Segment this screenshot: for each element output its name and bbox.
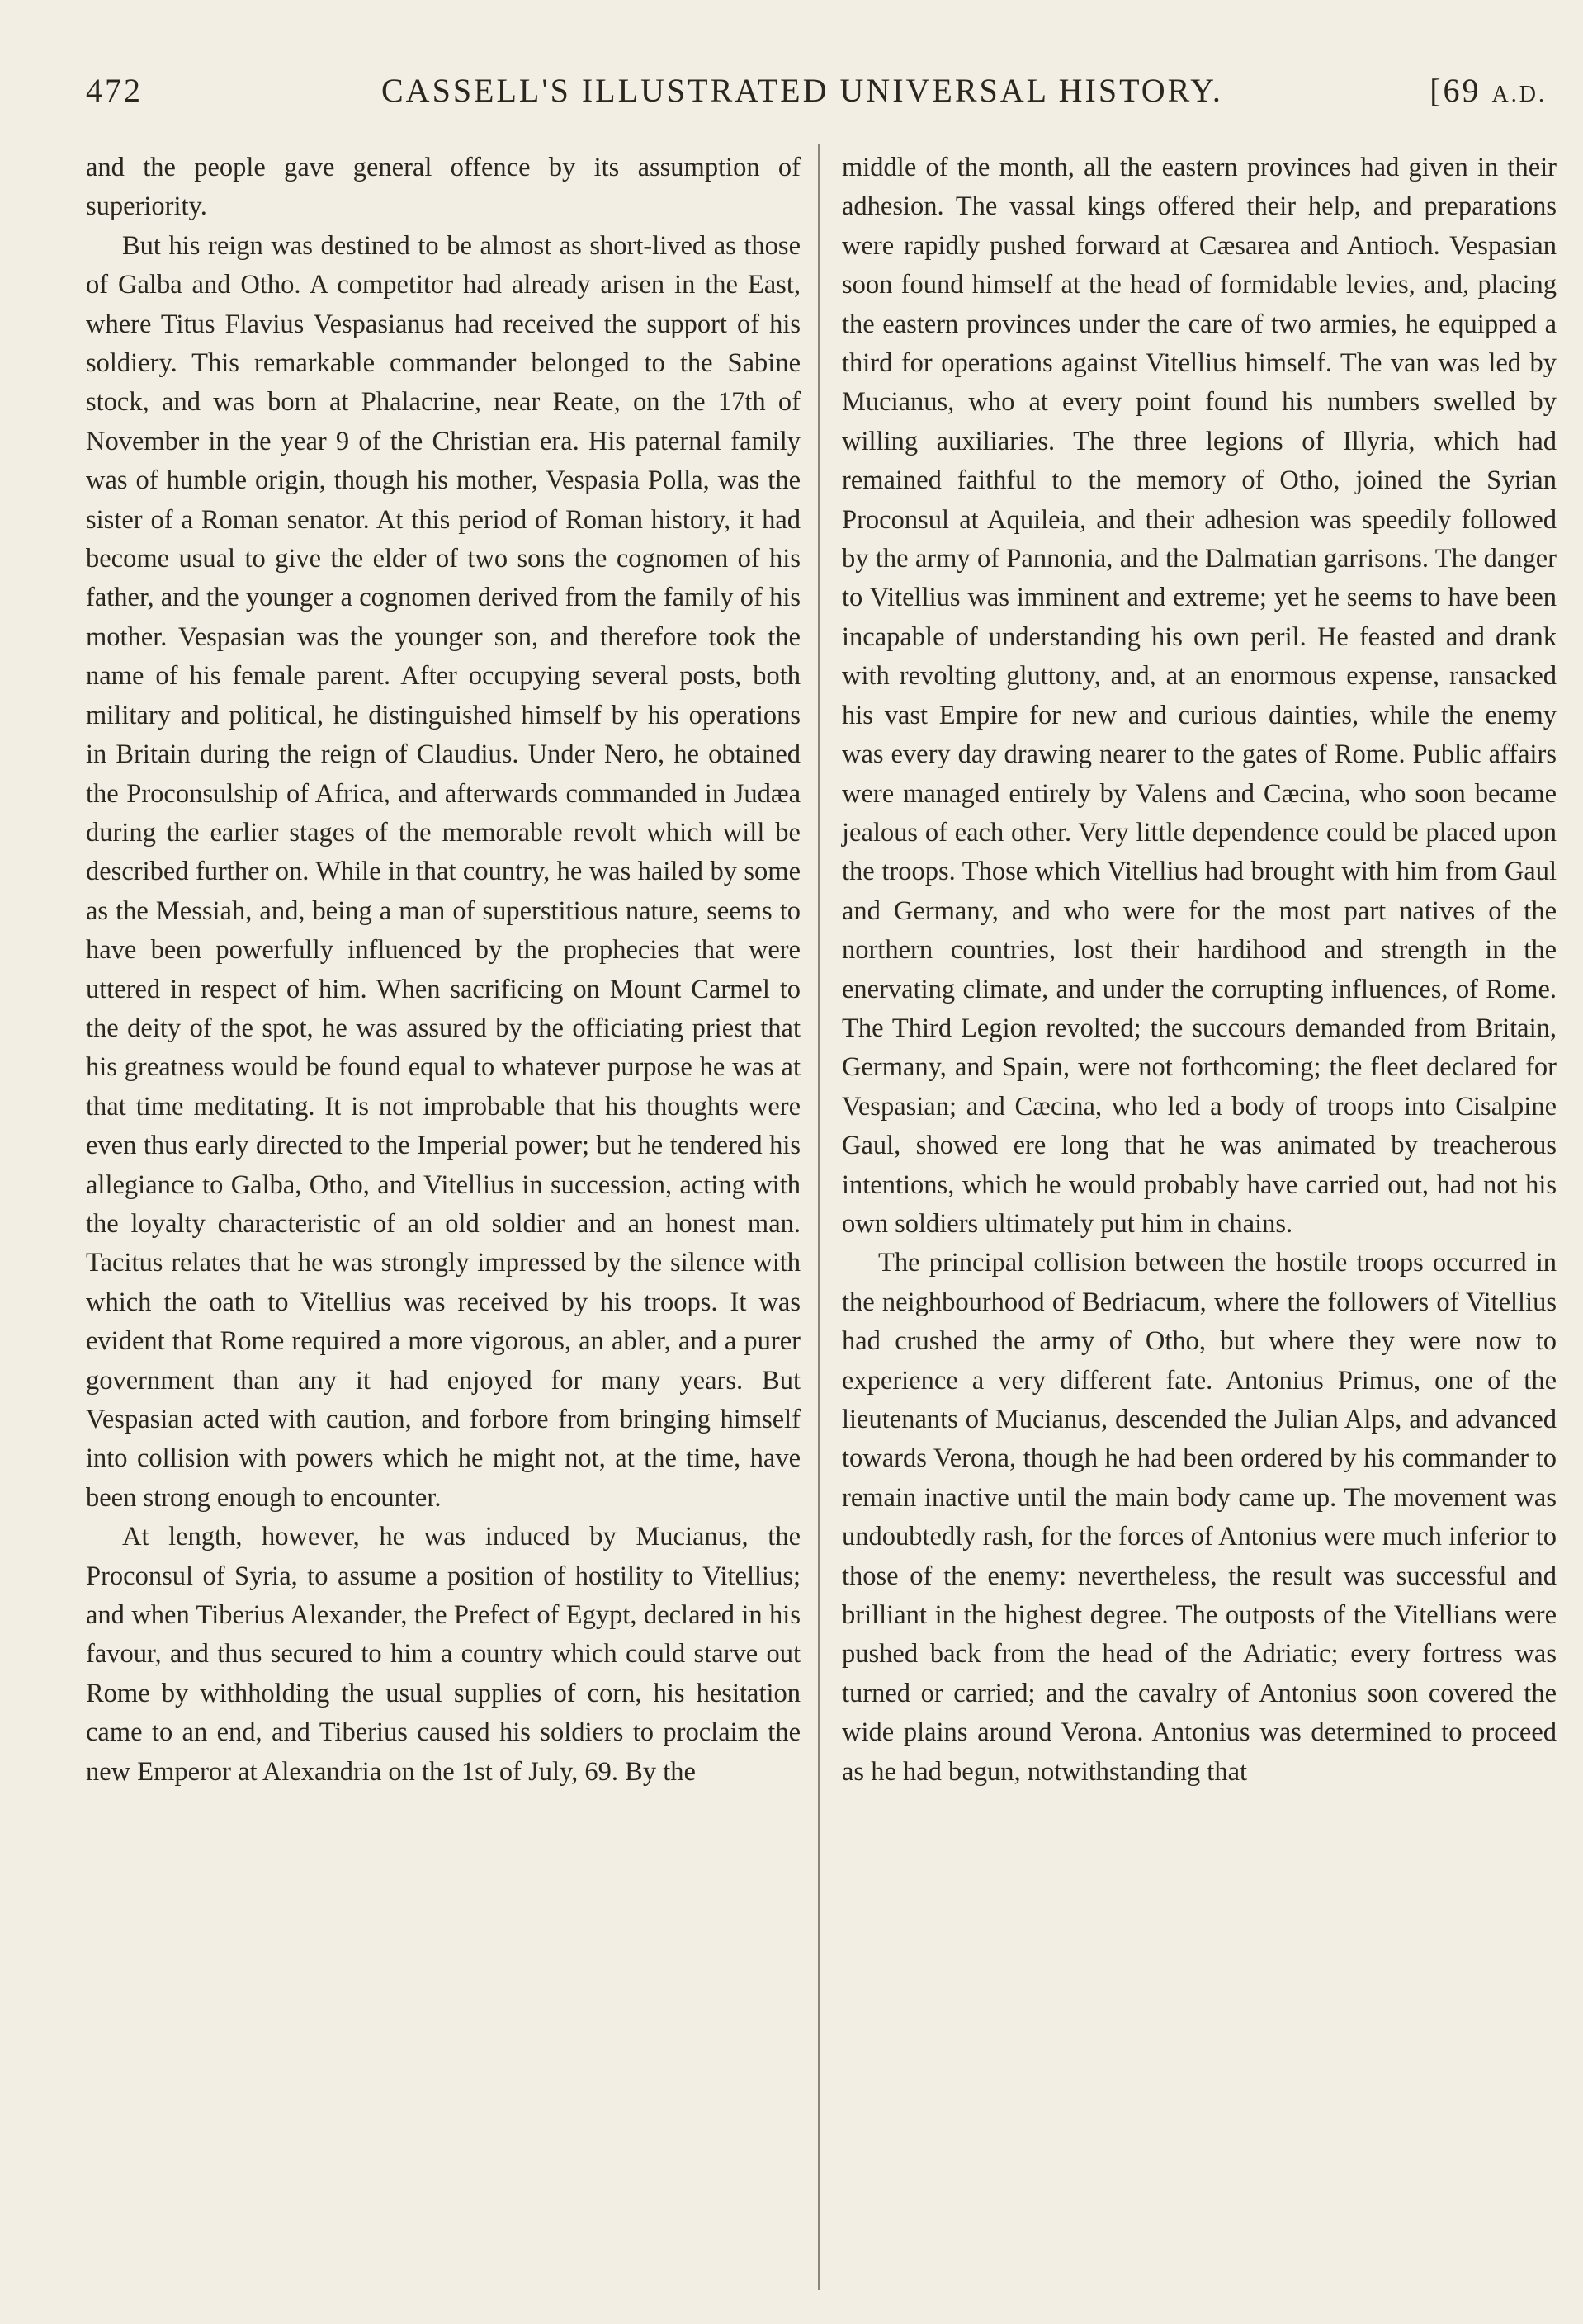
column-divider: [818, 144, 820, 2290]
paragraph: But his reign was destined to be almost as short-lived as those of Galba and Otho. A competitor had already arisen in the East, where Titus Flavius Vespasianus had received the support of his soldiery. This remarkable commander belonged to the Sabine stock, and was born at Phalacrine, near Reate, on the 17th of November in the year 9 of the Christian era. His paternal family was of humble origin, though his mother, Vespasia Polla, was the sister of a Roman senator. At this period of Roman history, it had become usual to give the elder of two sons the cognomen of his father, and the younger a cognomen derived from the family of his mother. Vespasian was the younger son, and therefore took the name of his female parent. After occupying several posts, both military and political, he distinguished himself by his operations in Britain during the reign of Claudius. Under Nero, he obtained the Proconsulship of Africa, and afterwards commanded in Judæa during the earlier stages of the memorable revolt which will be described further on. While in that country, he was hailed by some as the Messiah, and, being a man of superstitious nature, seems to have been powerfully influenced by the prophecies that were uttered in respect of him. When sacrificing on Mount Carmel to the deity of the spot, he was assured by the officiating priest that his greatness would be found equal to whatever purpose he was at that time meditating. It is not improbable that his thoughts were even thus early directed to the Imperial power; but he tendered his allegiance to Galba, Otho, and Vitellius in succession, acting with the loyalty characteristic of an old soldier and an honest man. Tacitus relates that he was strongly impressed by the silence with which the oath to Vitellius was received by his troops. It was evident that Rome required a more vigorous, an abler, and a purer government than any it had enjoyed for many years. But Vespasian acted with caution, and forbore from bringing himself into collision with powers which he might not, at the time, have been strong enough to encounter.: [86, 230, 801, 1513]
page-header: [86, 71, 1547, 120]
date-marker: [1429, 71, 1547, 110]
page-number: 472: [86, 72, 143, 109]
left-column: [86, 149, 801, 1792]
paragraph: At length, however, he was induced by Mucianus, the Proconsul of Syria, to assume a position of hostility to Vitellius; and when Tiberius Alexander, the Prefect of Egypt, declared in his favour, and thus secured to him a country which could starve out Rome by withholding the usual supplies of corn, his hesitation came to an end, and Tiberius caused his soldiers to proclaim the new Emperor at Alexandria on the 1st of July, 69. By the: [86, 1522, 801, 1787]
paragraph: and the people gave general offence by its assumption of superiority.: [86, 153, 801, 222]
date-era: A.D.: [1491, 82, 1547, 107]
running-title: CASSELL'S ILLUSTRATED UNIVERSAL HISTORY.: [381, 72, 1223, 109]
paragraph: middle of the month, all the eastern provinces had given in their adhesion. The vassal kings offered their help, and preparations were rapidly pushed forward at Cæsarea and Antioch. Vespasian soon found himself at the head of formidable levies, and, placing the eastern provinces under the care of two armies, he equipped a third for operations against Vitellius himself. The van was led by Mucianus, who at every point found his numbers swelled by willing auxiliaries. The three legions of Illyria, which had remained faithful to the memory of Otho, joined the Syrian Proconsul at Aquileia, and their adhesion was speedily followed by the army of Pannonia, and the Dalmatian garrisons. The danger to Vitellius was imminent and extreme; yet he seems to have been incapable of understanding his own peril. He feasted and drank with revolting gluttony, and, at an enormous expense, ransacked his vast Empire for new and curious dainties, while the enemy was every day drawing nearer to the gates of Rome. Public affairs were managed entirely by Valens and Cæcina, who soon became jealous of each other. Very little dependence could be placed upon the troops. Those which Vitellius had brought with him from Gaul and Germany, and who were for the most part natives of the northern countries, lost their hardihood and strength in the enervating climate, and under the corrupting influences, of Rome. The Third Legion revolted; the succours demanded from Britain, Germany, and Spain, were not forthcoming; the fleet declared for Vespasian; and Cæcina, who led a body of troops into Cisalpine Gaul, showed ere long that he was animated by treacherous intentions, which he would probably have carried out, had not his own soldiers ultimately put him in chains.: [842, 153, 1557, 1239]
paragraph: The principal collision between the hostile troops occurred in the neighbourhood of Bedriacum, where the followers of Vitellius had crushed the army of Otho, but where they were now to experience a very different fate. Antonius Primus, one of the lieutenants of Mucianus, descended the Julian Alps, and advanced towards Verona, though he had been ordered by his commander to remain inactive until the main body came up. The movement was undoubtedly rash, for the forces of Antonius were much inferior to those of the enemy: nevertheless, the result was successful and brilliant in the highest degree. The outposts of the Vitellians were pushed back from the head of the Adriatic; every fortress was turned or carried; and the cavalry of Antonius soon covered the wide plains around Verona. Antonius was determined to proceed as he had begun, notwithstanding that: [842, 1248, 1557, 1787]
date-year: [69: [1429, 72, 1481, 109]
right-column: [842, 149, 1557, 1792]
